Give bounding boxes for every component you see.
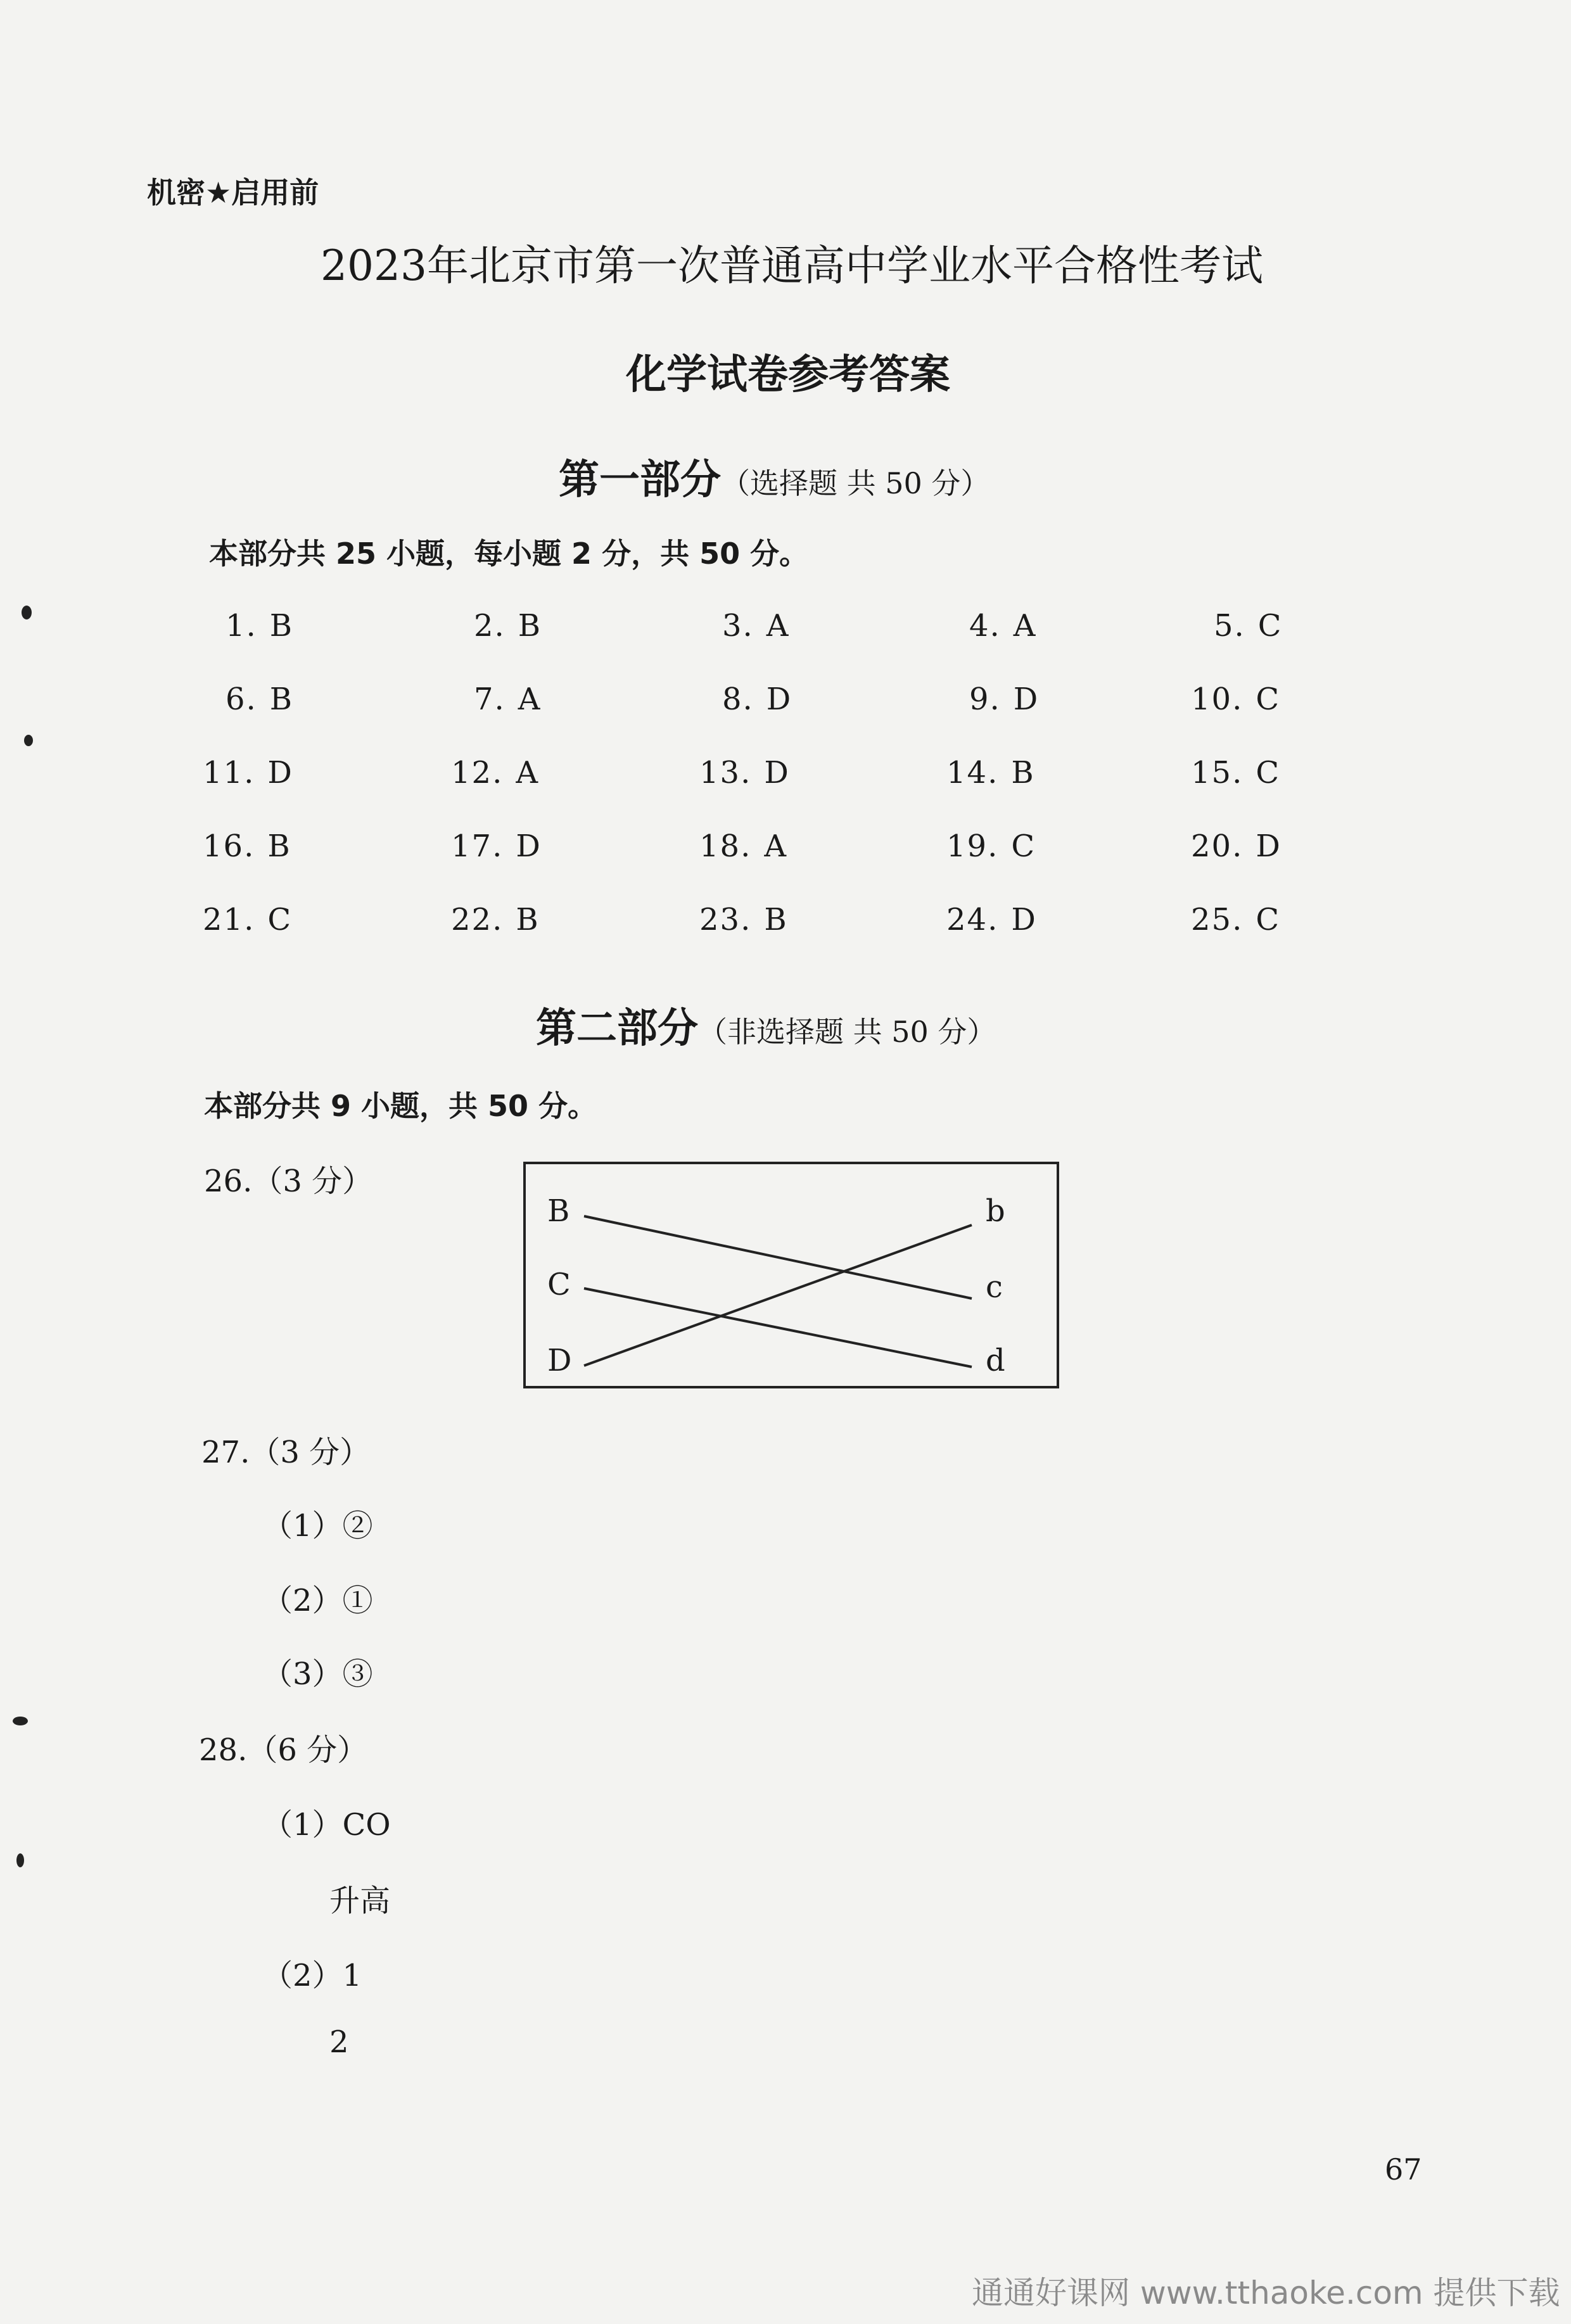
scan-speck [24, 735, 33, 746]
matching-lines [526, 1164, 1062, 1391]
question-number: 18. [699, 829, 752, 864]
answer-item [1191, 902, 1280, 937]
match-left-C: C [547, 1267, 571, 1302]
part1-heading [559, 447, 989, 505]
answer-item [203, 902, 292, 937]
q27-label: 27.（3 分） [201, 1435, 371, 1470]
question-number: 22. [451, 902, 504, 937]
answer-item [1191, 682, 1280, 717]
q28-answer-2a: （2）1 [262, 1958, 362, 1993]
match-line-D-b [584, 1225, 972, 1366]
answer-choice: B [267, 829, 291, 864]
answer-choice: D [1011, 902, 1037, 937]
part2-heading [536, 996, 996, 1054]
answer-choice: A [764, 829, 788, 864]
answer-item [946, 829, 1036, 864]
match-right-d: d [986, 1343, 1005, 1378]
q27-answer-3: （3）③ [262, 1656, 373, 1692]
answer-item [969, 608, 1036, 644]
answer-item [969, 682, 1039, 717]
answer-item [451, 902, 540, 937]
question-number: 14. [946, 755, 999, 791]
question-number: 21. [203, 902, 255, 937]
answer-item [1214, 608, 1283, 644]
answer-item [474, 608, 542, 644]
question-number: 17. [451, 829, 504, 864]
part1-title: 第一部分 [559, 457, 721, 504]
question-number: 10. [1191, 682, 1243, 717]
question-number: 16. [203, 829, 255, 864]
exam-title: 2023年北京市第一次普通高中学业水平合格性考试 [321, 241, 1263, 290]
question-number: 6. [226, 682, 257, 717]
scan-speck [22, 606, 32, 619]
page-number: 67 [1385, 2152, 1422, 2187]
match-line-C-d [584, 1288, 972, 1367]
question-number: 5. [1214, 608, 1245, 644]
answer-item [946, 902, 1037, 937]
answer-choice: D [764, 755, 790, 791]
q28-answer-1b: 升高 [329, 1883, 391, 1919]
answer-item [226, 608, 293, 644]
part2-title: 第二部分 [536, 1005, 698, 1052]
confidential-label: 机密★启用前 [147, 175, 319, 210]
answer-choice: C [1256, 902, 1281, 937]
answer-item [722, 682, 792, 717]
match-right-b: b [986, 1193, 1005, 1229]
part2-note: （非选择题 共 50 分） [698, 1015, 996, 1049]
part1-intro: 本部分共 25 小题，每小题 2 分，共 50 分。 [209, 537, 809, 571]
question-number: 24. [946, 902, 999, 937]
answer-item [203, 755, 293, 791]
answer-item [451, 829, 542, 864]
match-line-B-c [584, 1216, 972, 1299]
question-number: 1. [226, 608, 257, 644]
answer-item [1191, 829, 1282, 864]
answer-choice: B [518, 608, 542, 644]
answer-item [451, 755, 539, 791]
scan-speck [13, 1717, 28, 1725]
answer-item [699, 902, 788, 937]
answer-item [226, 682, 293, 717]
answer-item [699, 755, 790, 791]
answer-item [1191, 755, 1280, 791]
answer-choice: C [1256, 755, 1281, 791]
question-number: 9. [969, 682, 1001, 717]
answer-item [474, 682, 541, 717]
answer-choice: A [766, 608, 790, 644]
answer-item [722, 608, 789, 644]
answer-choice: D [267, 755, 293, 791]
answer-choice: D [766, 682, 792, 717]
answer-choice: A [1013, 608, 1037, 644]
match-left-D: D [547, 1343, 572, 1378]
answer-item [699, 829, 787, 864]
answer-choice: B [269, 608, 294, 644]
answer-choice: A [518, 682, 542, 717]
match-right-c: c [986, 1269, 1003, 1305]
site-watermark: 通通好课网 www.tthaoke.com 提供下载 [972, 2275, 1560, 2311]
answer-choice: B [1011, 755, 1035, 791]
scan-speck [16, 1853, 24, 1867]
question-number: 4. [969, 608, 1001, 644]
match-left-B: B [547, 1193, 570, 1229]
answer-choice: C [1256, 682, 1281, 717]
answer-choice: B [764, 902, 788, 937]
answer-item [203, 829, 291, 864]
question-number: 25. [1191, 902, 1243, 937]
part2-intro: 本部分共 9 小题，共 50 分。 [204, 1089, 597, 1123]
q28-answer-1a: （1）CO [262, 1807, 391, 1843]
question-number: 15. [1191, 755, 1243, 791]
answer-choice: C [1257, 608, 1283, 644]
answer-choice: B [516, 902, 540, 937]
answer-choice: D [1013, 682, 1040, 717]
answer-choice: C [267, 902, 293, 937]
question-number: 8. [722, 682, 754, 717]
part1-note: （选择题 共 50 分） [721, 466, 990, 500]
answer-key-title: 化学试卷参考答案 [626, 352, 950, 398]
question-number: 23. [699, 902, 752, 937]
q26-label: 26.（3 分） [204, 1164, 373, 1199]
question-number: 19. [946, 829, 999, 864]
answer-choice: B [269, 682, 294, 717]
answer-item [946, 755, 1035, 791]
question-number: 12. [451, 755, 504, 791]
question-number: 3. [722, 608, 754, 644]
question-number: 20. [1191, 829, 1243, 864]
answer-choice: A [516, 755, 540, 791]
question-number: 11. [203, 755, 255, 791]
q28-answer-2b: 2 [329, 2024, 349, 2060]
q27-answer-2: （2）① [262, 1583, 373, 1618]
question-number: 2. [474, 608, 506, 644]
answer-choice: D [1256, 829, 1282, 864]
question-number: 7. [474, 682, 506, 717]
q27-answer-1: （1）② [262, 1508, 373, 1544]
q28-label: 28.（6 分） [199, 1732, 368, 1768]
question-number: 13. [699, 755, 752, 791]
matching-diagram [523, 1162, 1059, 1388]
answer-choice: D [516, 829, 542, 864]
answer-choice: C [1011, 829, 1036, 864]
